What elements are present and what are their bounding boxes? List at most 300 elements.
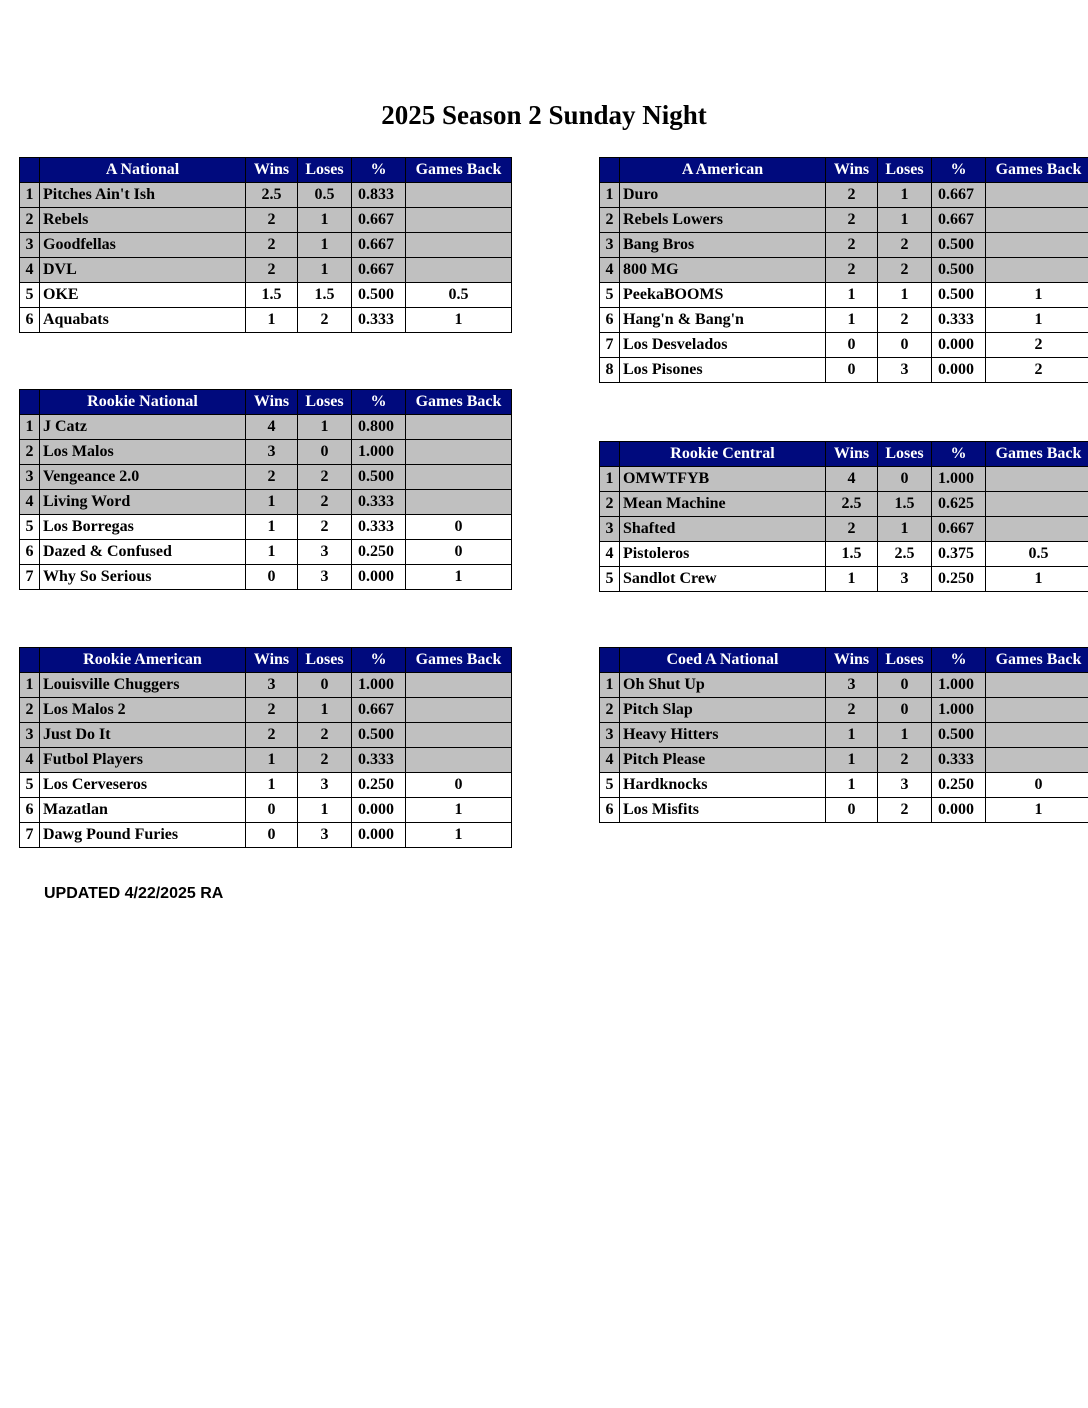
team-name-cell: Futbol Players — [40, 748, 246, 773]
team-name-cell: 800 MG — [620, 258, 826, 283]
rank-cell: 7 — [20, 565, 40, 590]
wins-cell: 2 — [246, 723, 298, 748]
header-rank-cell — [600, 648, 620, 673]
team-name-cell: Rebels Lowers — [620, 208, 826, 233]
team-name-cell: Pitch Slap — [620, 698, 826, 723]
games-back-cell: 2 — [986, 333, 1088, 358]
table-row — [600, 492, 1088, 517]
table-header-row — [20, 390, 512, 415]
rank-cell: 2 — [20, 698, 40, 723]
pct-cell: 0.333 — [932, 748, 986, 773]
games-back-cell — [406, 723, 512, 748]
loses-cell: 3 — [878, 773, 932, 798]
table-row — [20, 565, 512, 590]
standings-table-coed-a-national — [599, 647, 1088, 823]
table-row — [600, 258, 1088, 283]
games-back-cell — [986, 517, 1088, 542]
team-name-cell: Shafted — [620, 517, 826, 542]
column-header-loses: Loses — [298, 648, 352, 673]
table-header-row — [600, 648, 1088, 673]
team-name-cell: Los Desvelados — [620, 333, 826, 358]
games-back-cell: 0.5 — [406, 283, 512, 308]
wins-cell: 2 — [826, 258, 878, 283]
loses-cell: 1 — [878, 723, 932, 748]
header-rank-cell — [20, 390, 40, 415]
header-rank-cell — [600, 442, 620, 467]
column-header-games-back: Games Back — [406, 390, 512, 415]
team-name-cell: OKE — [40, 283, 246, 308]
loses-cell: 1 — [298, 208, 352, 233]
loses-cell: 0 — [298, 673, 352, 698]
table-row — [20, 258, 512, 283]
pct-cell: 0.500 — [352, 465, 406, 490]
wins-cell: 0 — [246, 565, 298, 590]
team-name-cell: Hardknocks — [620, 773, 826, 798]
games-back-cell — [406, 465, 512, 490]
team-name-cell: Hang'n & Bang'n — [620, 308, 826, 333]
rank-cell: 3 — [20, 233, 40, 258]
column-header-games-back: Games Back — [986, 648, 1088, 673]
pct-cell: 0.333 — [352, 748, 406, 773]
table-row — [600, 333, 1088, 358]
pct-cell: 0.000 — [932, 798, 986, 823]
pct-cell: 0.500 — [932, 283, 986, 308]
division-name: Rookie National — [40, 390, 246, 415]
pct-cell: 0.333 — [352, 515, 406, 540]
table-row — [600, 723, 1088, 748]
rank-cell: 6 — [600, 798, 620, 823]
games-back-cell — [986, 183, 1088, 208]
standings-table-rookie-central — [599, 441, 1088, 592]
wins-cell: 0 — [826, 333, 878, 358]
loses-cell: 2 — [298, 723, 352, 748]
loses-cell: 1 — [298, 798, 352, 823]
team-name-cell: Goodfellas — [40, 233, 246, 258]
wins-cell: 2 — [826, 208, 878, 233]
column-header-wins: Wins — [826, 442, 878, 467]
loses-cell: 3 — [298, 773, 352, 798]
column-header-loses: Loses — [298, 158, 352, 183]
pct-cell: 0.500 — [932, 258, 986, 283]
rank-cell: 3 — [600, 517, 620, 542]
table-row — [20, 183, 512, 208]
header-rank-cell — [600, 158, 620, 183]
rank-cell: 2 — [20, 208, 40, 233]
rank-cell: 1 — [20, 673, 40, 698]
rank-cell: 4 — [20, 258, 40, 283]
games-back-cell — [986, 698, 1088, 723]
team-name-cell: Vengeance 2.0 — [40, 465, 246, 490]
loses-cell: 3 — [878, 358, 932, 383]
loses-cell: 2 — [298, 308, 352, 333]
pct-cell: 0.625 — [932, 492, 986, 517]
games-back-cell — [406, 673, 512, 698]
wins-cell: 4 — [246, 415, 298, 440]
team-name-cell: Dawg Pound Furies — [40, 823, 246, 848]
loses-cell: 2 — [298, 515, 352, 540]
column-header-pct: % — [352, 158, 406, 183]
table-row — [600, 748, 1088, 773]
team-name-cell: Louisville Chuggers — [40, 673, 246, 698]
games-back-cell — [986, 258, 1088, 283]
standings-table-a-national — [19, 157, 512, 333]
wins-cell: 2 — [826, 183, 878, 208]
wins-cell: 1 — [826, 723, 878, 748]
loses-cell: 1 — [298, 415, 352, 440]
pct-cell: 0.667 — [352, 258, 406, 283]
table-row — [20, 283, 512, 308]
pct-cell: 0.000 — [352, 565, 406, 590]
team-name-cell: Sandlot Crew — [620, 567, 826, 592]
rank-cell: 1 — [20, 415, 40, 440]
games-back-cell — [406, 490, 512, 515]
team-name-cell: Duro — [620, 183, 826, 208]
table-header-row — [20, 648, 512, 673]
wins-cell: 2 — [246, 698, 298, 723]
division-name: A American — [620, 158, 826, 183]
table-row — [600, 467, 1088, 492]
rank-cell: 7 — [600, 333, 620, 358]
wins-cell: 0 — [826, 798, 878, 823]
standings-table-rookie-national — [19, 389, 512, 590]
division-name: Coed A National — [620, 648, 826, 673]
wins-cell: 1 — [246, 308, 298, 333]
games-back-cell — [406, 698, 512, 723]
pct-cell: 0.667 — [932, 208, 986, 233]
team-name-cell: Los Cerveseros — [40, 773, 246, 798]
games-back-cell — [406, 233, 512, 258]
rank-cell: 1 — [600, 467, 620, 492]
games-back-cell — [406, 415, 512, 440]
wins-cell: 2 — [246, 465, 298, 490]
column-header-wins: Wins — [246, 390, 298, 415]
pct-cell: 0.375 — [932, 542, 986, 567]
pct-cell: 0.250 — [352, 773, 406, 798]
wins-cell: 1 — [826, 308, 878, 333]
wins-cell: 1 — [246, 540, 298, 565]
column-header-games-back: Games Back — [986, 158, 1088, 183]
table-row — [600, 773, 1088, 798]
header-rank-cell — [20, 648, 40, 673]
wins-cell: 1.5 — [246, 283, 298, 308]
table-row — [600, 358, 1088, 383]
wins-cell: 2 — [246, 208, 298, 233]
loses-cell: 1 — [298, 698, 352, 723]
loses-cell: 0 — [878, 673, 932, 698]
loses-cell: 0 — [298, 440, 352, 465]
rank-cell: 2 — [20, 440, 40, 465]
table-row — [20, 308, 512, 333]
loses-cell: 2 — [298, 748, 352, 773]
table-header-row — [600, 158, 1088, 183]
games-back-cell — [406, 208, 512, 233]
pct-cell: 1.000 — [932, 673, 986, 698]
pct-cell: 0.000 — [932, 358, 986, 383]
games-back-cell — [986, 467, 1088, 492]
table-row — [20, 773, 512, 798]
games-back-cell — [986, 748, 1088, 773]
wins-cell: 2.5 — [826, 492, 878, 517]
pct-cell: 0.333 — [352, 308, 406, 333]
table-row — [600, 308, 1088, 333]
table-row — [20, 540, 512, 565]
column-header-wins: Wins — [246, 648, 298, 673]
team-name-cell: Just Do It — [40, 723, 246, 748]
games-back-cell: 0 — [406, 540, 512, 565]
standings-table-a-american — [599, 157, 1088, 383]
loses-cell: 0 — [878, 467, 932, 492]
rank-cell: 6 — [600, 308, 620, 333]
table-row — [600, 542, 1088, 567]
wins-cell: 1 — [826, 283, 878, 308]
wins-cell: 2 — [826, 517, 878, 542]
team-name-cell: Los Malos — [40, 440, 246, 465]
wins-cell: 2 — [246, 258, 298, 283]
loses-cell: 2 — [878, 308, 932, 333]
pct-cell: 0.833 — [352, 183, 406, 208]
column-header-pct: % — [352, 648, 406, 673]
rank-cell: 2 — [600, 698, 620, 723]
team-name-cell: Rebels — [40, 208, 246, 233]
games-back-cell: 1 — [406, 565, 512, 590]
page-title: 2025 Season 2 Sunday Night — [381, 100, 707, 130]
loses-cell: 2 — [878, 798, 932, 823]
wins-cell: 3 — [246, 673, 298, 698]
column-header-loses: Loses — [878, 648, 932, 673]
column-header-games-back: Games Back — [986, 442, 1088, 467]
pct-cell: 0.000 — [352, 823, 406, 848]
rank-cell: 4 — [20, 490, 40, 515]
games-back-cell — [986, 208, 1088, 233]
division-name: A National — [40, 158, 246, 183]
table-row — [20, 698, 512, 723]
column-header-pct: % — [932, 158, 986, 183]
rank-cell: 4 — [600, 542, 620, 567]
wins-cell: 1 — [246, 515, 298, 540]
column-header-games-back: Games Back — [406, 648, 512, 673]
wins-cell: 0 — [246, 798, 298, 823]
column-header-wins: Wins — [826, 158, 878, 183]
team-name-cell: Los Misfits — [620, 798, 826, 823]
rank-cell: 7 — [20, 823, 40, 848]
column-header-loses: Loses — [298, 390, 352, 415]
team-name-cell: Dazed & Confused — [40, 540, 246, 565]
table-row — [600, 283, 1088, 308]
pct-cell: 0.667 — [932, 517, 986, 542]
wins-cell: 2 — [826, 698, 878, 723]
pct-cell: 0.667 — [352, 208, 406, 233]
games-back-cell — [986, 492, 1088, 517]
team-name-cell: OMWTFYB — [620, 467, 826, 492]
loses-cell: 0 — [878, 698, 932, 723]
loses-cell: 3 — [298, 823, 352, 848]
standings-table-rookie-american — [19, 647, 512, 848]
pct-cell: 0.000 — [352, 798, 406, 823]
pct-cell: 0.500 — [352, 723, 406, 748]
loses-cell: 3 — [298, 565, 352, 590]
team-name-cell: Oh Shut Up — [620, 673, 826, 698]
wins-cell: 0 — [826, 358, 878, 383]
table-row — [20, 673, 512, 698]
rank-cell: 4 — [20, 748, 40, 773]
loses-cell: 1.5 — [878, 492, 932, 517]
table-row — [20, 490, 512, 515]
wins-cell: 1 — [826, 773, 878, 798]
column-header-loses: Loses — [878, 158, 932, 183]
games-back-cell: 1 — [406, 798, 512, 823]
pct-cell: 0.250 — [932, 773, 986, 798]
column-header-pct: % — [352, 390, 406, 415]
pct-cell: 0.667 — [932, 183, 986, 208]
loses-cell: 1 — [298, 233, 352, 258]
loses-cell: 1 — [878, 517, 932, 542]
table-row — [600, 517, 1088, 542]
wins-cell: 1 — [246, 748, 298, 773]
loses-cell: 2.5 — [878, 542, 932, 567]
team-name-cell: DVL — [40, 258, 246, 283]
table-row — [600, 698, 1088, 723]
games-back-cell — [986, 233, 1088, 258]
team-name-cell: Pitch Please — [620, 748, 826, 773]
loses-cell: 1 — [298, 258, 352, 283]
wins-cell: 3 — [246, 440, 298, 465]
rank-cell: 3 — [20, 465, 40, 490]
team-name-cell: Los Malos 2 — [40, 698, 246, 723]
pct-cell: 0.500 — [352, 283, 406, 308]
team-name-cell: Living Word — [40, 490, 246, 515]
games-back-cell: 1 — [986, 308, 1088, 333]
loses-cell: 2 — [298, 490, 352, 515]
table-row — [600, 673, 1088, 698]
team-name-cell: Aquabats — [40, 308, 246, 333]
team-name-cell: Pitches Ain't Ish — [40, 183, 246, 208]
table-row — [20, 723, 512, 748]
team-name-cell: Mazatlan — [40, 798, 246, 823]
table-row — [20, 465, 512, 490]
column-header-wins: Wins — [826, 648, 878, 673]
games-back-cell: 0 — [406, 515, 512, 540]
pct-cell: 0.500 — [932, 723, 986, 748]
pct-cell: 0.000 — [932, 333, 986, 358]
games-back-cell: 1 — [986, 283, 1088, 308]
rank-cell: 6 — [20, 308, 40, 333]
team-name-cell: Mean Machine — [620, 492, 826, 517]
pct-cell: 1.000 — [352, 440, 406, 465]
games-back-cell — [406, 748, 512, 773]
wins-cell: 1.5 — [826, 542, 878, 567]
updated-note: UPDATED 4/22/2025 RA — [44, 885, 224, 902]
table-row — [600, 208, 1088, 233]
rank-cell: 6 — [20, 540, 40, 565]
division-name: Rookie American — [40, 648, 246, 673]
loses-cell: 3 — [878, 567, 932, 592]
rank-cell: 1 — [600, 673, 620, 698]
wins-cell: 1 — [246, 773, 298, 798]
team-name-cell: Why So Serious — [40, 565, 246, 590]
table-row — [600, 567, 1088, 592]
rank-cell: 8 — [600, 358, 620, 383]
games-back-cell: 0.5 — [986, 542, 1088, 567]
wins-cell: 1 — [826, 748, 878, 773]
games-back-cell: 1 — [406, 823, 512, 848]
rank-cell: 2 — [600, 492, 620, 517]
rank-cell: 4 — [600, 748, 620, 773]
column-header-wins: Wins — [246, 158, 298, 183]
table-row — [600, 798, 1088, 823]
rank-cell: 5 — [600, 567, 620, 592]
pct-cell: 0.333 — [932, 308, 986, 333]
games-back-cell: 1 — [406, 308, 512, 333]
column-header-pct: % — [932, 442, 986, 467]
team-name-cell: Pistoleros — [620, 542, 826, 567]
rank-cell: 1 — [20, 183, 40, 208]
wins-cell: 2 — [826, 233, 878, 258]
column-header-pct: % — [932, 648, 986, 673]
pct-cell: 0.250 — [932, 567, 986, 592]
wins-cell: 4 — [826, 467, 878, 492]
games-back-cell — [406, 440, 512, 465]
games-back-cell: 0 — [406, 773, 512, 798]
team-name-cell: PeekaBOOMS — [620, 283, 826, 308]
table-row — [600, 183, 1088, 208]
loses-cell: 2 — [878, 748, 932, 773]
rank-cell: 1 — [600, 183, 620, 208]
table-row — [20, 515, 512, 540]
pct-cell: 0.500 — [932, 233, 986, 258]
wins-cell: 1 — [826, 567, 878, 592]
table-row — [20, 415, 512, 440]
pct-cell: 0.667 — [352, 233, 406, 258]
team-name-cell: J Catz — [40, 415, 246, 440]
pct-cell: 0.250 — [352, 540, 406, 565]
pct-cell: 1.000 — [352, 673, 406, 698]
team-name-cell: Heavy Hitters — [620, 723, 826, 748]
pct-cell: 1.000 — [932, 467, 986, 492]
loses-cell: 1 — [878, 283, 932, 308]
wins-cell: 2.5 — [246, 183, 298, 208]
rank-cell: 2 — [600, 208, 620, 233]
table-row — [20, 823, 512, 848]
games-back-cell — [986, 673, 1088, 698]
loses-cell: 3 — [298, 540, 352, 565]
table-header-row — [20, 158, 512, 183]
wins-cell: 0 — [246, 823, 298, 848]
wins-cell: 3 — [826, 673, 878, 698]
rank-cell: 4 — [600, 258, 620, 283]
loses-cell: 1 — [878, 183, 932, 208]
rank-cell: 3 — [600, 233, 620, 258]
games-back-cell — [406, 183, 512, 208]
rank-cell: 5 — [20, 283, 40, 308]
rank-cell: 5 — [600, 773, 620, 798]
table-row — [20, 748, 512, 773]
games-back-cell: 2 — [986, 358, 1088, 383]
rank-cell: 3 — [20, 723, 40, 748]
rank-cell: 3 — [600, 723, 620, 748]
games-back-cell — [986, 723, 1088, 748]
games-back-cell: 1 — [986, 798, 1088, 823]
games-back-cell — [406, 258, 512, 283]
team-name-cell: Los Borregas — [40, 515, 246, 540]
loses-cell: 1 — [878, 208, 932, 233]
column-header-loses: Loses — [878, 442, 932, 467]
table-row — [20, 798, 512, 823]
loses-cell: 1.5 — [298, 283, 352, 308]
games-back-cell: 1 — [986, 567, 1088, 592]
pct-cell: 0.800 — [352, 415, 406, 440]
division-name: Rookie Central — [620, 442, 826, 467]
loses-cell: 0.5 — [298, 183, 352, 208]
